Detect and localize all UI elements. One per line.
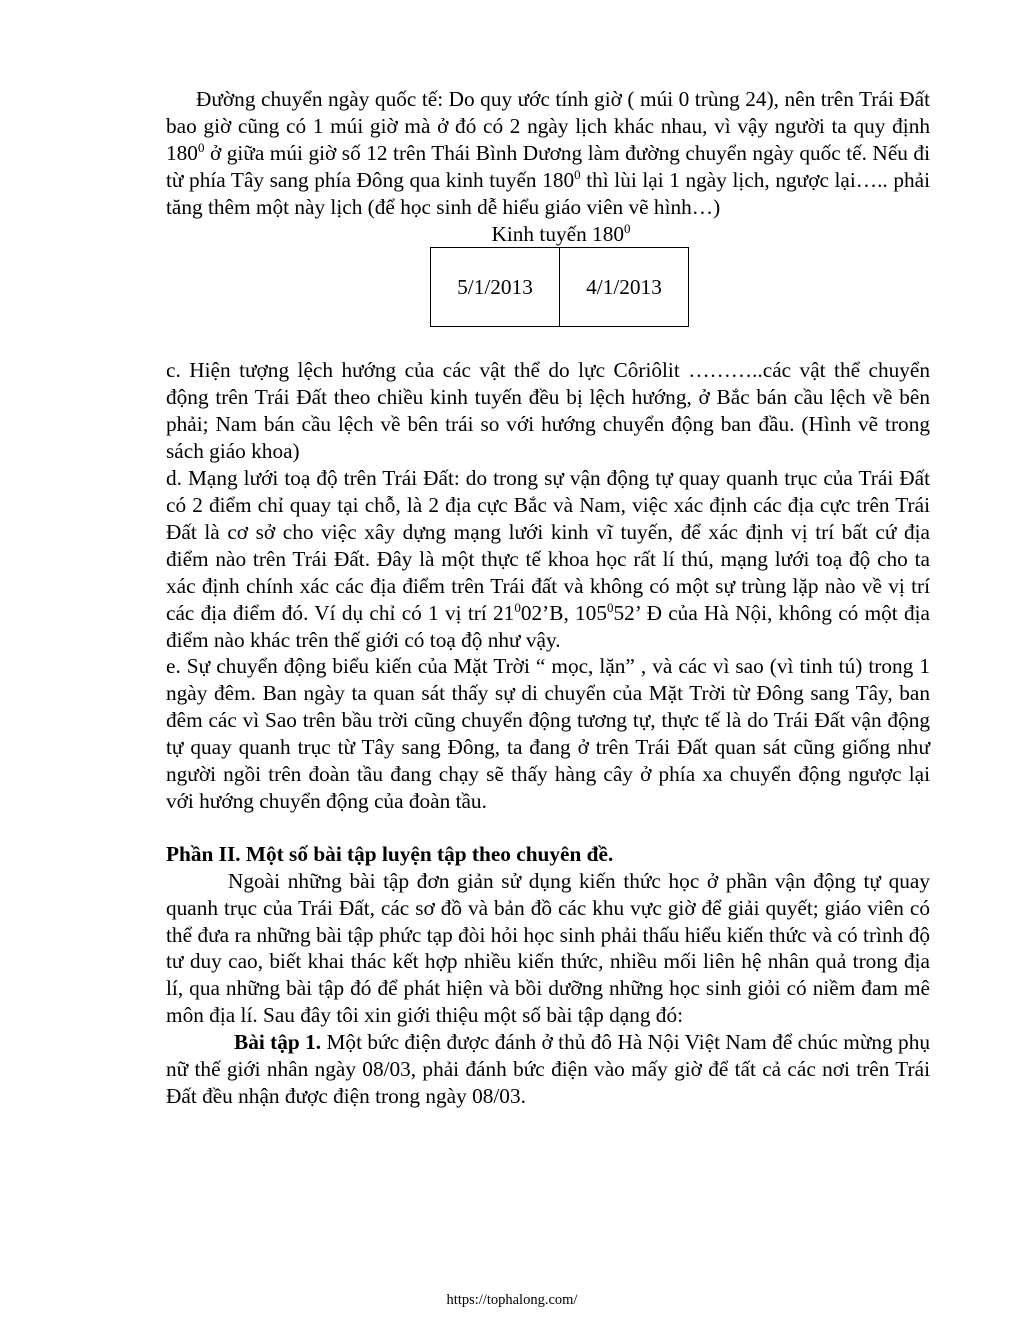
section-heading: Phần II. Một số bài tập luyện tập theo chuyên đề. xyxy=(166,841,614,866)
date-cell-west: 5/1/2013 xyxy=(431,248,560,327)
degree-superscript: 0 xyxy=(197,139,205,155)
paragraph-date-line-text-3: thì lùi lại 1 ngày lịch, ngược lại….. phải tăng thêm một này lịch (để học sinh dễ hiểu giáo viên vẽ hình…) xyxy=(166,167,930,219)
meridian-label xyxy=(166,221,930,248)
paragraph-section-intro: Ngoài những bài tập đơn giản sử dụng kiến thức học ở phần vận động tự quay quanh trục của Trái Đất, các sơ đồ và bản đồ các khu vực giờ để giải quyết; giáo viên có thể đưa ra những bài tập phức tạp đòi hỏi học sinh phải thấu hiểu kiến thức và có trình độ tư duy cao, biết khai thác kết hợp nhiều kiến thức, nhiều mối liên hệ nhân quả trong địa lí, qua những bài tập đó để phát hiện và bồi dưỡng những học sinh giỏi có niềm đam mê môn địa lí. Sau đây tôi xin giới thiệu một số bài tập dạng đó: xyxy=(166,868,930,1028)
paragraph-apparent-motion: e. Sự chuyển động biểu kiến của Mặt Trời “ mọc, lặn” , và các vì sao (vì tinh tú) trong 1 ngày đêm. Ban ngày ta quan sát thấy sự di chuyển của Mặt Trời từ Đông sang Tây, ban đêm các vì Sao trên bầu trời cũng chuyển động tương tự, thực tế là do Trái Đất vận động tự quay quanh trục từ Tây sang Đông, ta đang ở trên Trái Đất quan sát cũng giống như người ngồi trên đoàn tầu đang chạy sẽ thấy hàng cây ở phía xa chuyển động ngược lại với hướng chuyển động của đoàn tầu. xyxy=(166,654,930,813)
degree-superscript: 0 xyxy=(574,166,581,182)
paragraph-date-line-text-1: Đường chuyển ngày quốc tế: Do quy ước tính giờ ( múi 0 trùng 24), nên trên Trái Đất bao giờ cũng có 1 múi giờ mà ở đó có 2 ngày lịch khác nhau, vì vậy người ta quy định 180 xyxy=(166,87,930,165)
meridian-label-text: Kinh tuyến 180 xyxy=(491,221,624,246)
degree-superscript: 0 xyxy=(606,599,614,615)
document-page xyxy=(166,86,930,1110)
paragraph-date-line-text-2: ở giữa múi giờ số 12 trên Thái Bình Dương làm đường chuyển ngày quốc tế. Nếu đi từ phía Tây sang phía Đông qua kinh tuyến 180 xyxy=(166,140,930,192)
date-cell-east: 4/1/2013 xyxy=(560,248,689,327)
paragraph-coordinate-text-3: 52’ Đ của Hà Nội, không có một địa điểm nào khác trên thế giới có toạ độ như vậy. xyxy=(166,600,930,652)
paragraph-coriolis: c. Hiện tượng lệch hướng của các vật thể do lực Côriôlit ………..các vật thể chuyển động trên Trái Đất theo chiều kinh tuyến đều bị lệch hướng, ở Bắc bán cầu lệch về bên phải; Nam bán cầu lệch về bên trái so với hướng chuyển động ban đầu. (Hình vẽ trong sách giáo khoa) xyxy=(166,358,930,464)
degree-superscript: 0 xyxy=(624,220,631,236)
degree-superscript: 0 xyxy=(514,599,521,615)
paragraph-coordinate-grid xyxy=(166,465,930,653)
footer-url: https://tophalong.com/ xyxy=(446,1292,578,1308)
paragraph-exercise-1 xyxy=(166,1029,930,1110)
exercise-label: Bài tập 1. xyxy=(234,1030,322,1055)
exercise-text: Một bức điện được đánh ở thủ đô Hà Nội Việt Nam để chúc mừng phụ nữ thế giới nhân ngày 08/03, phải đánh bức điện vào mấy giờ để tất cả các nơi trên Trái Đất đều nhận được điện trong ngày 08/03. xyxy=(166,1030,930,1108)
paragraph-coordinate-text-2: 02’B, 105 xyxy=(520,600,607,625)
paragraph-coordinate-text-1: d. Mạng lưới toạ độ trên Trái Đất: do trong sự vận động tự quay quanh trục của Trái Đất có 2 điểm chỉ quay tại chỗ, là 2 địa cực Bắc và Nam, việc xác định các địa cực trên Trái Đất là cơ sở cho việc xây dựng mạng lưới kinh vĩ tuyến, để xác định vị trí bất cứ địa điểm nào trên Trái Đất. Đây là một thực tế khoa học rất lí thú, mạng lưới toạ độ cho ta xác định chính xác các địa điểm trên Trái đất và không có một sự trùng lặp nào về vị trí các địa điểm đó. Ví dụ chỉ có 1 vị trí 21 xyxy=(166,466,930,625)
date-line-diagram xyxy=(430,247,689,327)
paragraph-date-line xyxy=(166,86,930,221)
